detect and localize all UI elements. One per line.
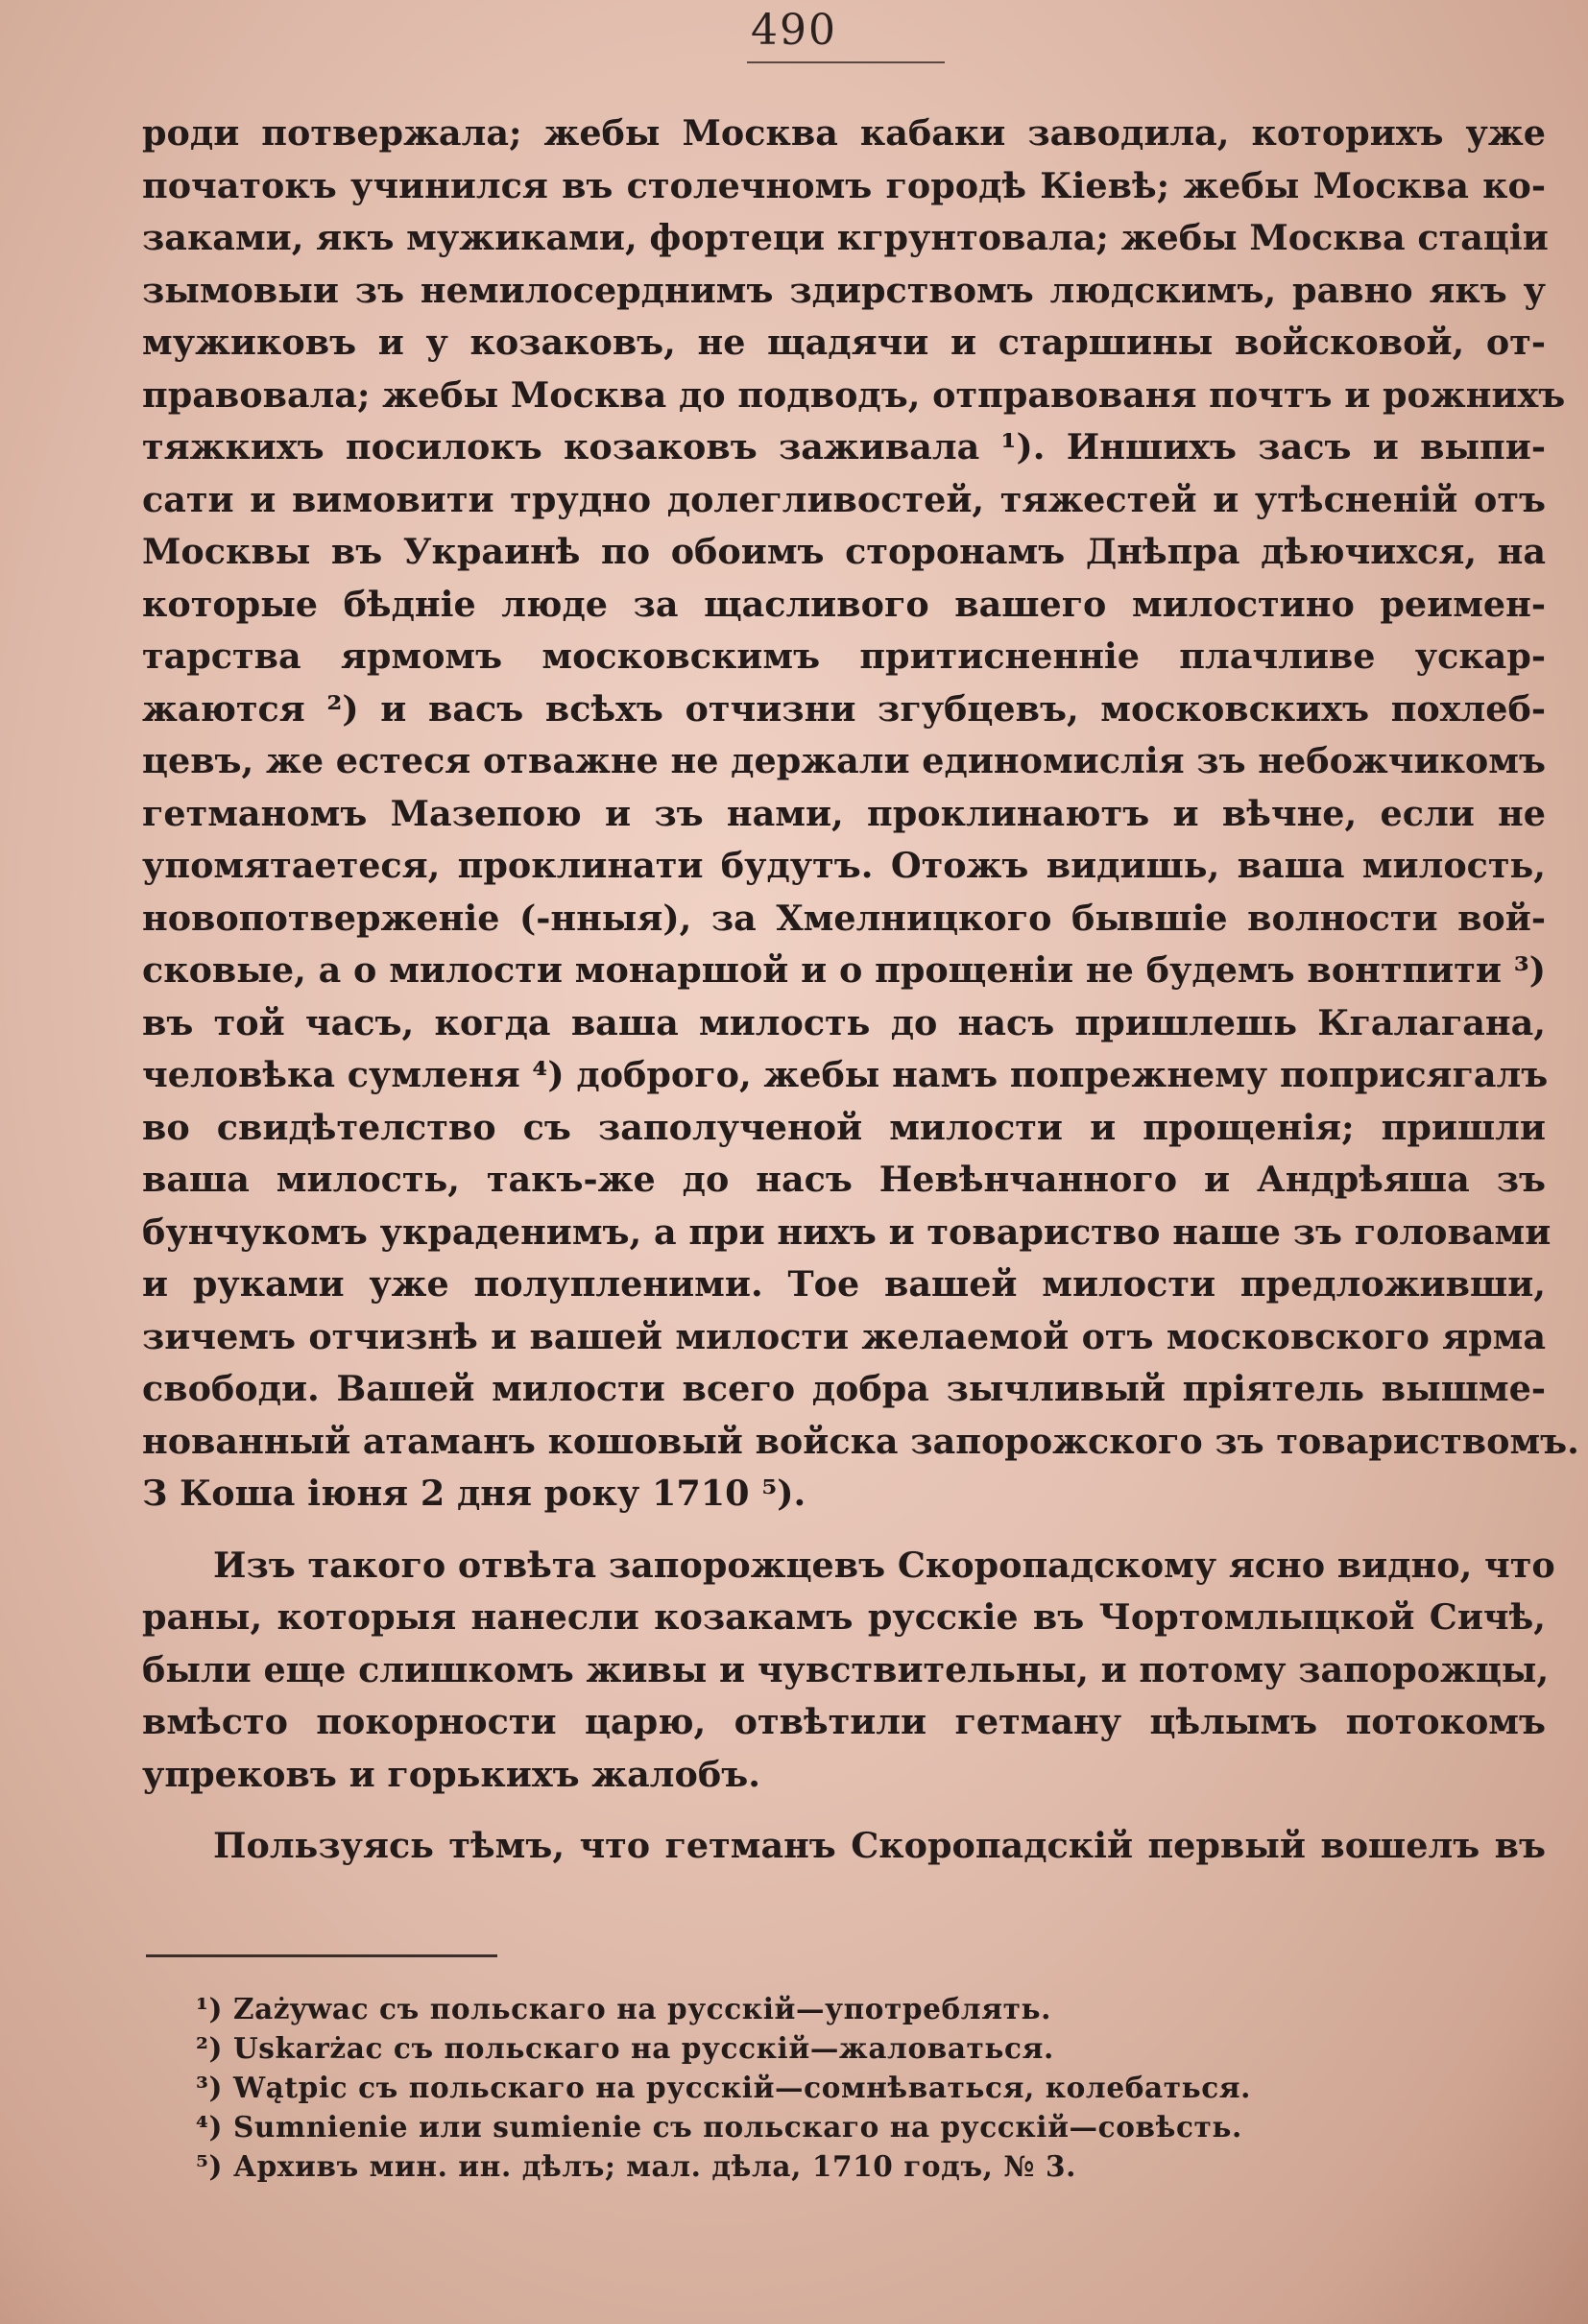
text-line: бунчукомъ украденимъ, а при нихъ и товариство наше зъ головами — [142, 1210, 1552, 1253]
text-line: цевъ, же естеся отважне не держали единомислiя зъ небожчикомъ — [142, 740, 1546, 781]
text-line: были еще слишкомъ живы и чувствительны, и потому запорожцы, — [142, 1648, 1550, 1690]
footnotes — [196, 1989, 1444, 2186]
main-text — [142, 108, 1579, 1873]
footnote-rule — [146, 1954, 497, 1957]
paragraph-gap — [142, 1521, 1546, 1540]
footnote-5: ⁵) Архивъ мин. ин. дѣлъ; мал. дѣла, 1710 годъ, № 3. — [196, 2149, 1076, 2183]
text-line: зымовыи зъ немилосерднимъ здирствомъ людскимъ, равно якъ у — [142, 269, 1546, 311]
text-line: початокъ учинился въ столечномъ городѣ Кіевѣ; жебы Москва ко- — [142, 164, 1546, 206]
text-line: раны, которыя нанесли козакамъ русскіе въ Чортомлыцкой Сичѣ, — [142, 1596, 1546, 1638]
text-line: правовала; жебы Москва до подводъ, отправованя почтъ и рожнихъ — [142, 373, 1566, 416]
footnote-2: ²) Uskarżac съ польскаго на русскій—жаловаться. — [196, 2031, 1054, 2065]
page-number: 490 — [751, 6, 837, 55]
text-line: Москвы въ Украинѣ по обоимъ сторонамъ Днѣпра дѣючихся, на — [142, 531, 1546, 572]
text-line: заками, якъ мужиками, фортеци кгрунтовала; жебы Москва стацiи — [142, 217, 1549, 258]
text-line: нованный атаманъ кошовый войска запорожского зъ товариствомъ. — [142, 1420, 1579, 1462]
text-line: во свидѣтелство съ заполученой милости и прощенія; пришли — [142, 1106, 1546, 1148]
text-line: которые бѣдніе люде за щасливого вашего милостино реимен- — [142, 583, 1546, 625]
text-line: Пользуясь тѣмъ, что гетманъ Скоропадскій первый вошелъ въ — [213, 1825, 1546, 1866]
text-line: роди потвержала; жебы Москва кабаки заводила, которихъ уже — [142, 112, 1546, 154]
header-rule — [747, 61, 945, 63]
text-line: сковые, а о милости монаршой и о прощенiи не будемъ вонтпити ³) — [142, 949, 1546, 991]
text-line: въ той часъ, когда ваша милость до насъ пришлешь Кгалагана, — [142, 1001, 1546, 1043]
text-line: тяжкихъ посилокъ козаковъ заживала ¹). Иншихъ засъ и выпи- — [142, 426, 1546, 467]
text-line: свободи. Вашей милости всего добра зычливый пріятель вышме- — [142, 1368, 1546, 1409]
text-line: ваша милость, такъ-же до насъ Невѣнчанного и Андрѣяша зъ — [142, 1159, 1546, 1200]
footnote-3: ³) Wątpic съ польскаго на русскій—сомнѣваться, колебаться. — [196, 2071, 1252, 2104]
text-line: З Коша іюня 2 дня року 1710 ⁵). — [142, 1473, 806, 1514]
text-line: и руками уже полупленими. Тое вашей милости предложивши, — [142, 1263, 1546, 1305]
text-line: гетманомъ Мазепою и зъ нами, проклинаютъ и вѣчне, если не — [142, 792, 1546, 834]
text-line: мужиковъ и у козаковъ, не щадячи и старшины войсковой, от- — [142, 322, 1546, 363]
text-line: новопотверженіе (-нныя), за Хмелницкого бывшіе волности вой- — [142, 897, 1546, 939]
text-line: вмѣсто покорности царю, отвѣтили гетману цѣлымъ потокомъ — [142, 1701, 1546, 1742]
footnote-4: ⁴) Sumnienie или sumienie съ польскаго на русскій—совѣсть. — [196, 2110, 1242, 2144]
text-line: упомятаетеся, проклинати будутъ. Отожъ видишь, ваша милость, — [142, 845, 1546, 886]
paragraph-letter-quote — [142, 108, 1579, 1521]
footnote-1: ¹) Zażywac съ польскаго на русскій—употреблять. — [196, 1992, 1051, 2025]
paragraph-gap — [142, 1801, 1546, 1820]
text-line: зичемъ отчизнѣ и вашей милости желаемой отъ московского ярма — [142, 1315, 1546, 1357]
paragraph-continuation — [142, 1820, 1546, 1873]
text-line: жаются ²) и васъ всѣхъ отчизни згубцевъ, московскихъ похлеб- — [142, 687, 1546, 730]
text-line: тарства ярмомъ московскимъ притисненніе плачливе ускар- — [142, 635, 1546, 677]
text-line: сати и вимовити трудно долегливостей, тяжестей и утѣсненiй отъ — [142, 478, 1546, 520]
text-line: Изъ такого отвѣта запорожцевъ Скоропадскому ясно видно, что — [213, 1544, 1555, 1586]
text-line: человѣка сумленя ⁴) доброго, жебы намъ попрежнему поприсягалъ — [142, 1054, 1549, 1095]
paragraph-commentary — [142, 1540, 1555, 1802]
text-line: упрековъ и горькихъ жалобъ. — [142, 1753, 760, 1795]
